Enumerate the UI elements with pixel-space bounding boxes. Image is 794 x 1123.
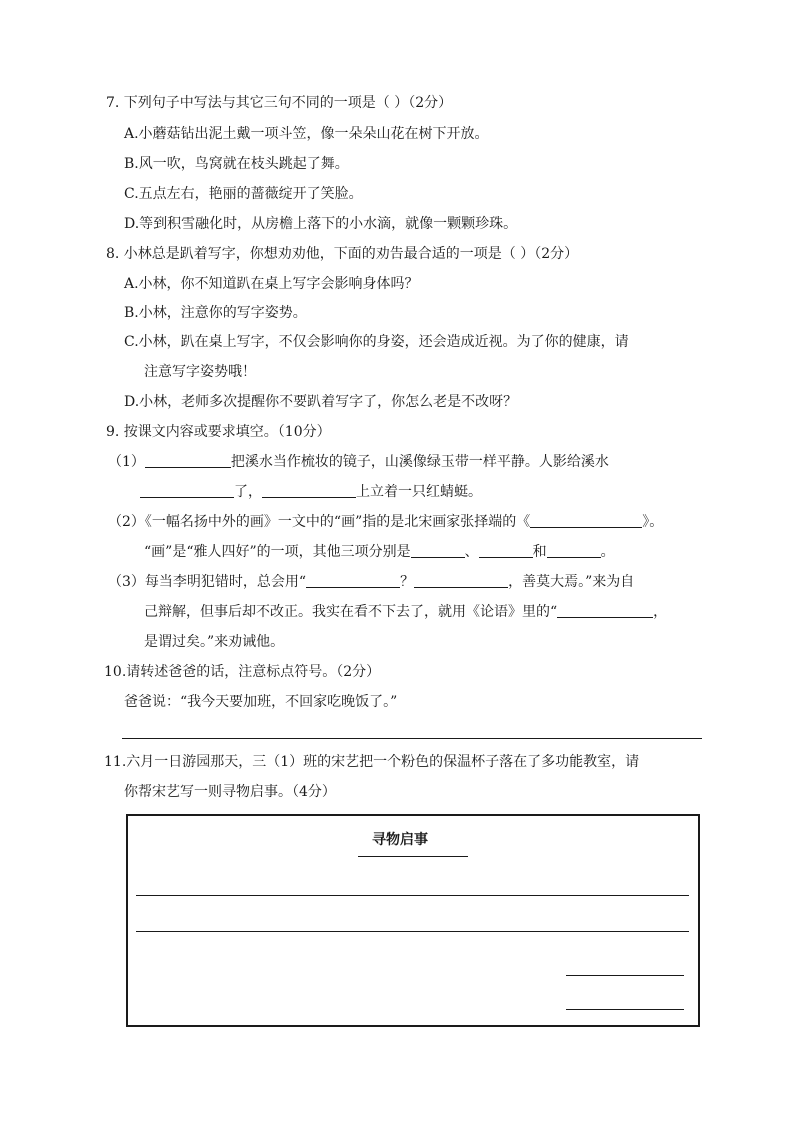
fill-blank[interactable]	[145, 453, 231, 468]
q9-part3-text-3: 己辩解，但事后却不改正。我实在看不下去了，就用《论语》里的“	[144, 604, 558, 620]
q9-part1-number: （1）	[108, 454, 145, 470]
notice-title: 寻物启事	[372, 832, 428, 848]
q7-option-a: A.小蘑菇钻出泥土戴一项斗笠，像一朵朵山花在树下开放。	[124, 126, 489, 142]
q9-part2-text-2: 》。	[642, 514, 664, 530]
notice-date-line[interactable]	[566, 1009, 684, 1010]
q10-stem: 10.请转述爸爸的话，注意标点符号。（2分）	[104, 664, 381, 680]
q9-part1-text-2: 了，	[234, 484, 262, 500]
fill-blank[interactable]	[414, 573, 508, 588]
fill-blank[interactable]	[479, 543, 533, 558]
fill-blank[interactable]	[411, 543, 465, 558]
fill-blank[interactable]	[557, 603, 653, 618]
punctuation: ，	[653, 604, 668, 620]
q9-stem: 9. 按课文内容或要求填空。（10分）	[106, 424, 331, 440]
notice-writing-line-2[interactable]	[136, 931, 689, 932]
notice-writing-line-1[interactable]	[136, 895, 689, 896]
fill-blank[interactable]	[306, 573, 400, 588]
q9-part1-line1	[108, 452, 609, 472]
q8-option-a: A.小林，你不知道趴在桌上写字会影响身体吗？	[124, 276, 419, 292]
q9-part1-line2	[140, 482, 482, 502]
q10-quote: 爸爸说：“我今天要加班，不回家吃晚饭了。”	[124, 694, 398, 710]
q7-option-c: C.五点左右，艳丽的蔷薇绽开了笑脸。	[124, 186, 363, 202]
q10-answer-line[interactable]	[122, 738, 702, 739]
punctuation: ？	[400, 574, 415, 590]
q9-part3-line1	[108, 572, 634, 592]
separator: 和	[532, 544, 547, 560]
q9-part2-text-3: “画”是“雅人四好”的一项，其他三项分别是	[144, 544, 411, 560]
notice-signature-line[interactable]	[566, 975, 684, 976]
q9-part2-line1	[108, 512, 663, 532]
fill-blank[interactable]	[262, 483, 356, 498]
q8-option-c-line2: 注意写字姿势哦！	[144, 364, 256, 380]
separator: 、	[464, 544, 479, 560]
fill-blank[interactable]	[140, 483, 234, 498]
q9-part2-line2	[144, 542, 615, 562]
q8-option-c-line1: C.小林，趴在桌上写字，不仅会影响你的身姿，还会造成近视。为了你的健康，请	[124, 334, 629, 350]
q7-stem: 7. 下列句子中写法与其它三句不同的一项是（ ）（2分）	[106, 95, 453, 111]
q7-option-b: B.风一吹，鸟窝就在枝头跳起了舞。	[124, 156, 349, 172]
q9-part3-line3: 是谓过矣。”来劝诫他。	[144, 634, 285, 650]
q9-part2-text: （2）《一幅名扬中外的画》一文中的“画”指的是北宋画家张择端的《	[108, 514, 531, 530]
punctuation: 。	[600, 544, 615, 560]
q9-part3-text-2: ，善莫大焉。”来为自	[508, 574, 635, 590]
q11-stem-line1: 11.六月一日游园那天，三（1）班的宋艺把一个粉色的保温杯子落在了多功能教室，请	[104, 754, 640, 770]
fill-blank[interactable]	[530, 513, 642, 528]
q9-part3-line2	[144, 602, 667, 622]
q11-stem-line2: 你帮宋艺写一则寻物启事。（4分）	[124, 784, 336, 800]
q8-option-d: D.小林，老师多次提醒你不要趴着写字了，你怎么老是不改呀？	[124, 394, 518, 410]
q9-part3-text: （3）每当李明犯错时，总会用“	[108, 574, 307, 590]
q8-stem: 8. 小林总是趴着写字，你想劝劝他，下面的劝告最合适的一项是（ ）（2分）	[106, 246, 579, 262]
notice-title-underline	[358, 856, 468, 857]
q7-option-d: D.等到积雪融化时，从房檐上落下的小水滴，就像一颗颗珍珠。	[124, 216, 518, 232]
q9-part1-text-3: 上立着一只红蜻蜓。	[356, 484, 482, 500]
fill-blank[interactable]	[547, 543, 601, 558]
q8-option-b: B.小林，注意你的写字姿势。	[124, 305, 307, 321]
q9-part1-text: 把溪水当作梳妆的镜子，山溪像绿玉带一样平静。人影给溪水	[230, 454, 609, 470]
